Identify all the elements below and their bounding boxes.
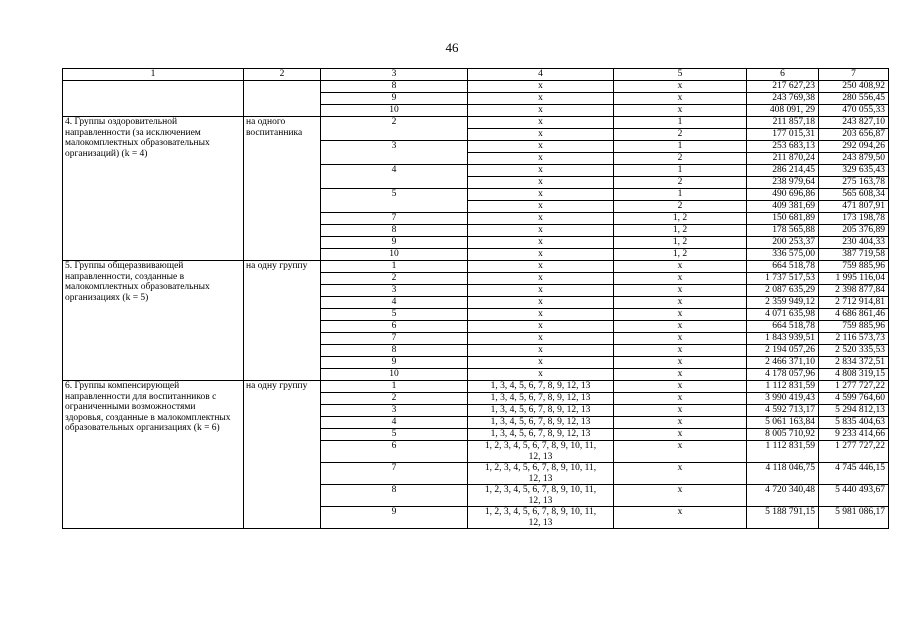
subgroup-cell: x	[614, 285, 747, 297]
amount-cell: 1 112 831,59	[747, 441, 819, 463]
amount-cell: 292 094,26	[819, 141, 889, 153]
amount-cell: 471 807,91	[819, 201, 889, 213]
subgroup-cell: x	[614, 81, 747, 93]
k-value-cell: 9	[321, 93, 468, 105]
features-cell: 1, 3, 4, 5, 6, 7, 8, 9, 12, 13	[468, 393, 614, 405]
subgroup-cell: x	[614, 417, 747, 429]
column-header: 5	[614, 69, 747, 81]
amount-cell: 5 835 404,63	[819, 417, 889, 429]
amount-cell: 5 188 791,15	[747, 507, 819, 529]
k-value-cell: 9	[321, 357, 468, 369]
amount-cell: 9 233 414,66	[819, 429, 889, 441]
features-cell: 1, 3, 4, 5, 6, 7, 8, 9, 12, 13	[468, 429, 614, 441]
k-value-cell: 6	[321, 321, 468, 333]
amount-cell: 238 979,64	[747, 177, 819, 189]
subgroup-cell: x	[614, 93, 747, 105]
amount-cell: 205 376,89	[819, 225, 889, 237]
k-value-cell: 4	[321, 297, 468, 309]
features-cell: x	[468, 93, 614, 105]
k-value-cell: 5	[321, 189, 468, 201]
features-cell: x	[468, 369, 614, 381]
k-value-cell: 4	[321, 417, 468, 429]
amount-cell: 409 381,69	[747, 201, 819, 213]
amount-cell: 8 005 710,92	[747, 429, 819, 441]
features-cell: x	[468, 357, 614, 369]
k-value-cell: 3	[321, 285, 468, 297]
column-header: 6	[747, 69, 819, 81]
amount-cell: 1 737 517,53	[747, 273, 819, 285]
k-value-cell: 9	[321, 237, 468, 249]
amount-cell: 387 719,58	[819, 249, 889, 261]
amount-cell: 150 681,89	[747, 213, 819, 225]
amount-cell: 470 055,33	[819, 105, 889, 117]
amount-cell: 280 556,45	[819, 93, 889, 105]
subgroup-cell: x	[614, 261, 747, 273]
amount-cell: 243 827,10	[819, 117, 889, 129]
subgroup-cell: x	[614, 273, 747, 285]
amount-cell: 5 981 086,17	[819, 507, 889, 529]
amount-cell: 230 404,33	[819, 237, 889, 249]
k-value-cell: 2	[321, 273, 468, 285]
amount-cell: 1 843 939,51	[747, 333, 819, 345]
amount-cell: 565 608,34	[819, 189, 889, 201]
column-header: 4	[468, 69, 614, 81]
group-description-cell: 6. Группы компенсирующей направленности для воспитанников с ограниченными возможностями здоровья, созданные в малокомплектных образовательных организациях (k = 6)	[63, 381, 244, 529]
unit-cell	[244, 81, 321, 117]
subgroup-cell: x	[614, 441, 747, 463]
amount-cell: 664 518,78	[747, 321, 819, 333]
k-value-cell: 8	[321, 81, 468, 93]
features-cell: x	[468, 177, 614, 189]
features-cell: x	[468, 285, 614, 297]
features-cell: x	[468, 225, 614, 237]
k-value-cell: 9	[321, 507, 468, 529]
amount-cell: 211 870,24	[747, 153, 819, 165]
features-cell: x	[468, 129, 614, 141]
column-header: 2	[244, 69, 321, 81]
features-cell: 1, 3, 4, 5, 6, 7, 8, 9, 12, 13	[468, 381, 614, 393]
features-cell: x	[468, 333, 614, 345]
subgroup-cell: x	[614, 369, 747, 381]
amount-cell: 4 071 635,98	[747, 309, 819, 321]
amount-cell: 329 635,43	[819, 165, 889, 177]
subgroup-cell: x	[614, 105, 747, 117]
subgroup-cell: x	[614, 507, 747, 529]
amount-cell: 4 745 446,15	[819, 463, 889, 485]
k-value-cell: 6	[321, 441, 468, 463]
amount-cell: 243 769,38	[747, 93, 819, 105]
unit-cell: на одну группу	[244, 261, 321, 381]
amount-cell: 1 995 116,04	[819, 273, 889, 285]
table-row	[63, 117, 889, 129]
amount-cell: 275 163,78	[819, 177, 889, 189]
amount-cell: 490 696,86	[747, 189, 819, 201]
amount-cell: 4 118 046,75	[747, 463, 819, 485]
amount-cell: 336 575,00	[747, 249, 819, 261]
subgroup-cell: x	[614, 485, 747, 507]
features-cell: 1, 2, 3, 4, 5, 6, 7, 8, 9, 10, 11, 12, 13	[468, 441, 614, 463]
table-row	[63, 81, 889, 93]
amount-cell: 5 294 812,13	[819, 405, 889, 417]
k-value-cell: 7	[321, 333, 468, 345]
amount-cell: 4 178 057,96	[747, 369, 819, 381]
amount-cell: 250 408,92	[819, 81, 889, 93]
k-value-cell: 8	[321, 345, 468, 357]
features-cell: x	[468, 213, 614, 225]
amount-cell: 5 440 493,67	[819, 485, 889, 507]
subgroup-cell: 2	[614, 177, 747, 189]
amount-cell: 211 857,18	[747, 117, 819, 129]
subgroup-cell: x	[614, 321, 747, 333]
k-value-cell: 1	[321, 261, 468, 273]
subgroup-cell: 2	[614, 153, 747, 165]
amount-cell: 5 061 163,84	[747, 417, 819, 429]
amount-cell: 408 091, 29	[747, 105, 819, 117]
subgroup-cell: x	[614, 345, 747, 357]
k-value-cell	[321, 201, 468, 213]
amount-cell: 203 656,87	[819, 129, 889, 141]
k-value-cell: 7	[321, 213, 468, 225]
subgroup-cell: 1, 2	[614, 237, 747, 249]
features-cell: x	[468, 189, 614, 201]
amount-cell: 178 565,88	[747, 225, 819, 237]
amount-cell: 2 359 949,12	[747, 297, 819, 309]
amount-cell: 4 592 713,17	[747, 405, 819, 417]
features-cell: 1, 3, 4, 5, 6, 7, 8, 9, 12, 13	[468, 417, 614, 429]
k-value-cell: 5	[321, 309, 468, 321]
features-cell: 1, 3, 4, 5, 6, 7, 8, 9, 12, 13	[468, 405, 614, 417]
group-description-cell: 4. Группы оздоровительной направленности (за исключением малокомплектных образовательных организаций) (k = 4)	[63, 117, 244, 261]
column-header: 1	[63, 69, 244, 81]
amount-cell: 2 520 335,53	[819, 345, 889, 357]
features-cell: 1, 2, 3, 4, 5, 6, 7, 8, 9, 10, 11, 12, 13	[468, 485, 614, 507]
column-header: 7	[819, 69, 889, 81]
features-cell: x	[468, 261, 614, 273]
features-cell: x	[468, 345, 614, 357]
features-cell: x	[468, 237, 614, 249]
amount-cell: 2 834 372,51	[819, 357, 889, 369]
amount-cell: 4 720 340,48	[747, 485, 819, 507]
k-value-cell: 4	[321, 165, 468, 177]
subgroup-cell: 1, 2	[614, 225, 747, 237]
amount-cell: 217 627,23	[747, 81, 819, 93]
amount-cell: 759 885,96	[819, 321, 889, 333]
subgroup-cell: x	[614, 309, 747, 321]
subgroup-cell: x	[614, 357, 747, 369]
features-cell: x	[468, 297, 614, 309]
subgroup-cell: 1, 2	[614, 249, 747, 261]
amount-cell: 3 990 419,43	[747, 393, 819, 405]
amount-cell: 2 466 371,10	[747, 357, 819, 369]
amount-cell: 4 808 319,15	[819, 369, 889, 381]
k-value-cell: 5	[321, 429, 468, 441]
k-value-cell: 7	[321, 463, 468, 485]
subgroup-cell: 1	[614, 141, 747, 153]
amount-cell: 2 087 635,29	[747, 285, 819, 297]
amount-cell: 1 277 727,22	[819, 441, 889, 463]
k-value-cell	[321, 129, 468, 141]
features-cell: 1, 2, 3, 4, 5, 6, 7, 8, 9, 10, 11, 12, 13	[468, 507, 614, 529]
k-value-cell: 10	[321, 369, 468, 381]
amount-cell: 2 194 057,26	[747, 345, 819, 357]
features-cell: x	[468, 273, 614, 285]
subgroup-cell: 1	[614, 165, 747, 177]
amount-cell: 4 599 764,60	[819, 393, 889, 405]
subgroup-cell: x	[614, 333, 747, 345]
amount-cell: 4 686 861,46	[819, 309, 889, 321]
subgroup-cell: x	[614, 429, 747, 441]
unit-cell: на одну группу	[244, 381, 321, 529]
amount-cell: 2 116 573,73	[819, 333, 889, 345]
unit-cell: на одного воспитанника	[244, 117, 321, 261]
subgroup-cell: x	[614, 405, 747, 417]
table-row	[63, 381, 889, 393]
tariff-table	[62, 68, 889, 529]
amount-cell: 243 879,50	[819, 153, 889, 165]
features-cell: x	[468, 81, 614, 93]
amount-cell: 759 885,96	[819, 261, 889, 273]
features-cell: 1, 2, 3, 4, 5, 6, 7, 8, 9, 10, 11, 12, 13	[468, 463, 614, 485]
subgroup-cell: 2	[614, 129, 747, 141]
k-value-cell: 3	[321, 405, 468, 417]
amount-cell: 253 683,13	[747, 141, 819, 153]
k-value-cell: 2	[321, 393, 468, 405]
features-cell: x	[468, 201, 614, 213]
subgroup-cell: x	[614, 381, 747, 393]
features-cell: x	[468, 321, 614, 333]
group-description-cell	[63, 81, 244, 117]
column-header: 3	[321, 69, 468, 81]
amount-cell: 1 112 831,59	[747, 381, 819, 393]
k-value-cell: 10	[321, 105, 468, 117]
amount-cell: 173 198,78	[819, 213, 889, 225]
table-header-row	[63, 69, 889, 81]
k-value-cell: 1	[321, 381, 468, 393]
k-value-cell	[321, 177, 468, 189]
amount-cell: 286 214,45	[747, 165, 819, 177]
amount-cell: 200 253,37	[747, 237, 819, 249]
features-cell: x	[468, 309, 614, 321]
subgroup-cell: 1, 2	[614, 213, 747, 225]
subgroup-cell: 1	[614, 189, 747, 201]
k-value-cell: 8	[321, 225, 468, 237]
subgroup-cell: 2	[614, 201, 747, 213]
page-number: 46	[445, 40, 459, 55]
group-description-cell: 5. Группы общеразвивающей направленности, созданные в малокомплектных образовательных организациях (k = 5)	[63, 261, 244, 381]
k-value-cell: 10	[321, 249, 468, 261]
features-cell: x	[468, 165, 614, 177]
amount-cell: 1 277 727,22	[819, 381, 889, 393]
k-value-cell	[321, 153, 468, 165]
amount-cell: 2 398 877,84	[819, 285, 889, 297]
amount-cell: 2 712 914,81	[819, 297, 889, 309]
k-value-cell: 3	[321, 141, 468, 153]
amount-cell: 177 015,31	[747, 129, 819, 141]
features-cell: x	[468, 141, 614, 153]
subgroup-cell: 1	[614, 117, 747, 129]
k-value-cell: 2	[321, 117, 468, 129]
amount-cell: 664 518,78	[747, 261, 819, 273]
table-row	[63, 261, 889, 273]
subgroup-cell: x	[614, 393, 747, 405]
features-cell: x	[468, 249, 614, 261]
subgroup-cell: x	[614, 463, 747, 485]
features-cell: x	[468, 117, 614, 129]
features-cell: x	[468, 153, 614, 165]
subgroup-cell: x	[614, 297, 747, 309]
features-cell: x	[468, 105, 614, 117]
k-value-cell: 8	[321, 485, 468, 507]
